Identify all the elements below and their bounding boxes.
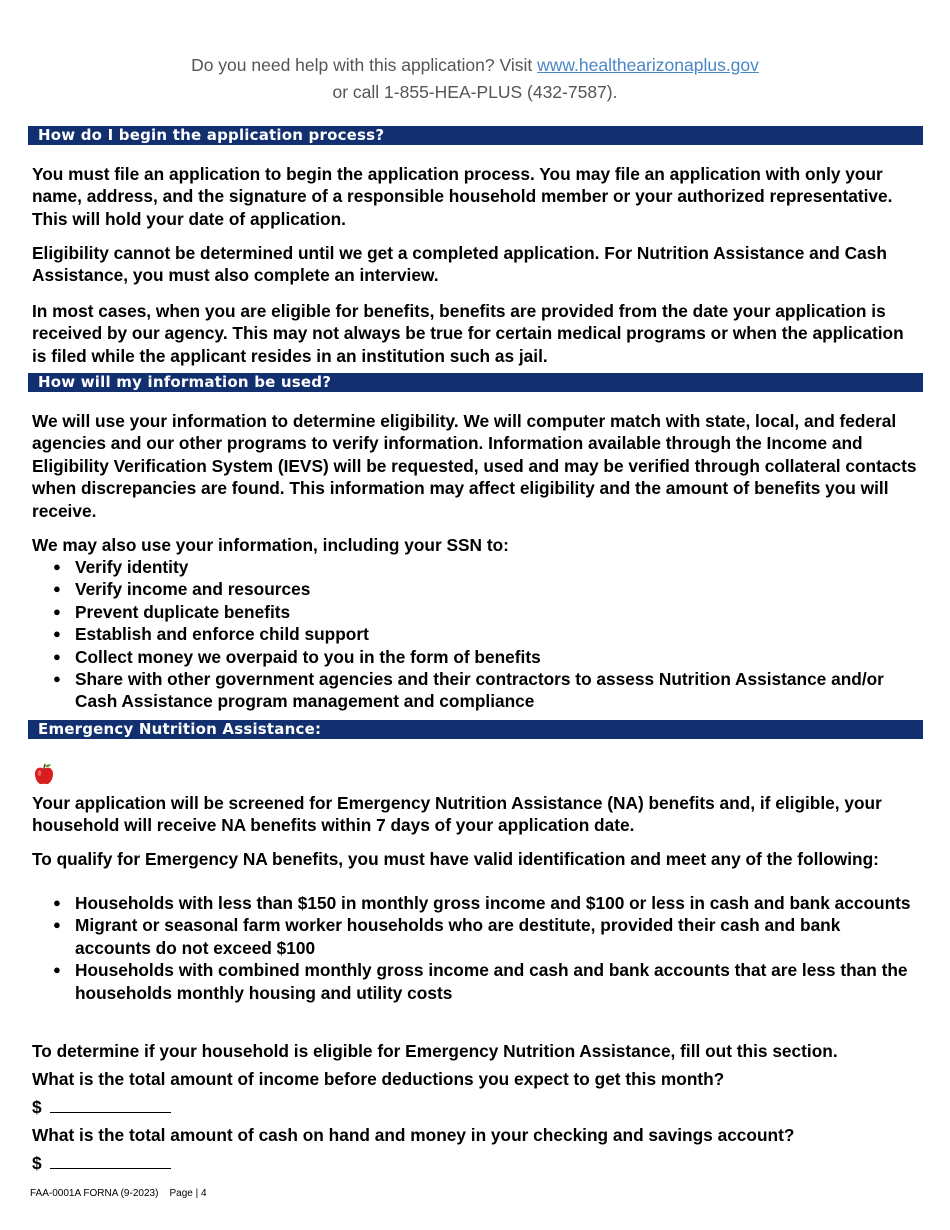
info-paragraph-2: We may also use your information, including your SSN to:: [32, 535, 509, 555]
emergency-bullet-list: [32, 892, 917, 1004]
list-item: ● Households with combined monthly gross income and cash and bank accounts that are less than the households monthly housing and utility costs: [32, 959, 917, 1004]
income-amount-field[interactable]: [50, 1112, 171, 1113]
apple-icon: [32, 762, 56, 786]
help-line-1: Do you need help with this application? Visit www.healthearizonaplus.gov: [191, 55, 759, 75]
begin-paragraph-2: Eligibility cannot be determined until we get a completed application. For Nutrition Assistance and Cash Assistance, you must also complete an interview.: [32, 243, 887, 286]
cash-amount-field[interactable]: [50, 1168, 171, 1169]
list-item: ● Prevent duplicate benefits: [32, 601, 917, 623]
currency-symbol-cash: $: [32, 1153, 42, 1173]
list-item: ● Establish and enforce child support: [32, 623, 917, 645]
emergency-paragraph-2: To qualify for Emergency NA benefits, you must have valid identification and meet any of the following:: [32, 849, 879, 869]
list-item: ● Migrant or seasonal farm worker households who are destitute, provided their cash and bank accounts do not exceed $100: [32, 914, 917, 959]
section-header-emergency: Emergency Nutrition Assistance:: [28, 720, 923, 739]
emergency-paragraph-3: To determine if your household is eligible for Emergency Nutrition Assistance, fill out this section.: [32, 1041, 838, 1061]
currency-symbol-income: $: [32, 1097, 42, 1117]
begin-paragraph-3: In most cases, when you are eligible for benefits, benefits are provided from the date your application is received by our agency. This may not always be true for certain medical programs or when the application is filed while the applicant resides in an institution such as jail.: [32, 301, 904, 366]
question-income: What is the total amount of income before deductions you expect to get this month?: [32, 1069, 725, 1089]
list-item: ● Households with less than $150 in monthly gross income and $100 or less in cash and bank accounts: [32, 892, 917, 914]
list-item: ● Verify identity: [32, 556, 917, 578]
list-item: ● Verify income and resources: [32, 578, 917, 600]
info-paragraph-1: We will use your information to determine eligibility. We will computer match with state, local, and federal agencies and our other programs to verify information. Information available through the Income and Eligibility Verification System (IEVS) will be requested, used and may be verified through collateral contacts when discrepancies are found. This information may affect eligibility and the amount of benefits you will receive.: [32, 411, 917, 521]
section-header-begin: How do I begin the application process?: [28, 126, 923, 145]
section-header-info: How will my information be used?: [28, 373, 923, 392]
begin-paragraph-1: You must file an application to begin the application process. You may file an application with only your name, address, and the signature of a responsible household member or your authorized representative. This will hold your date of application.: [32, 164, 893, 229]
list-item: ● Share with other government agencies and their contractors to assess Nutrition Assistance and/or Cash Assistance program management and compliance: [32, 668, 917, 713]
list-item: ● Collect money we overpaid to you in the form of benefits: [32, 646, 917, 668]
page-footer: FAA-0001A FORNA (9-2023) Page | 4: [30, 1188, 207, 1199]
question-cash: What is the total amount of cash on hand and money in your checking and savings account?: [32, 1125, 795, 1145]
emergency-paragraph-1: Your application will be screened for Emergency Nutrition Assistance (NA) benefits and, if eligible, your household will receive NA benefits within 7 days of your application date.: [32, 793, 882, 836]
help-line-2: or call 1-855-HEA-PLUS (432-7587).: [332, 82, 618, 102]
help-website-link[interactable]: www.healthearizonaplus.gov: [537, 55, 759, 75]
info-bullet-list: [32, 556, 917, 713]
